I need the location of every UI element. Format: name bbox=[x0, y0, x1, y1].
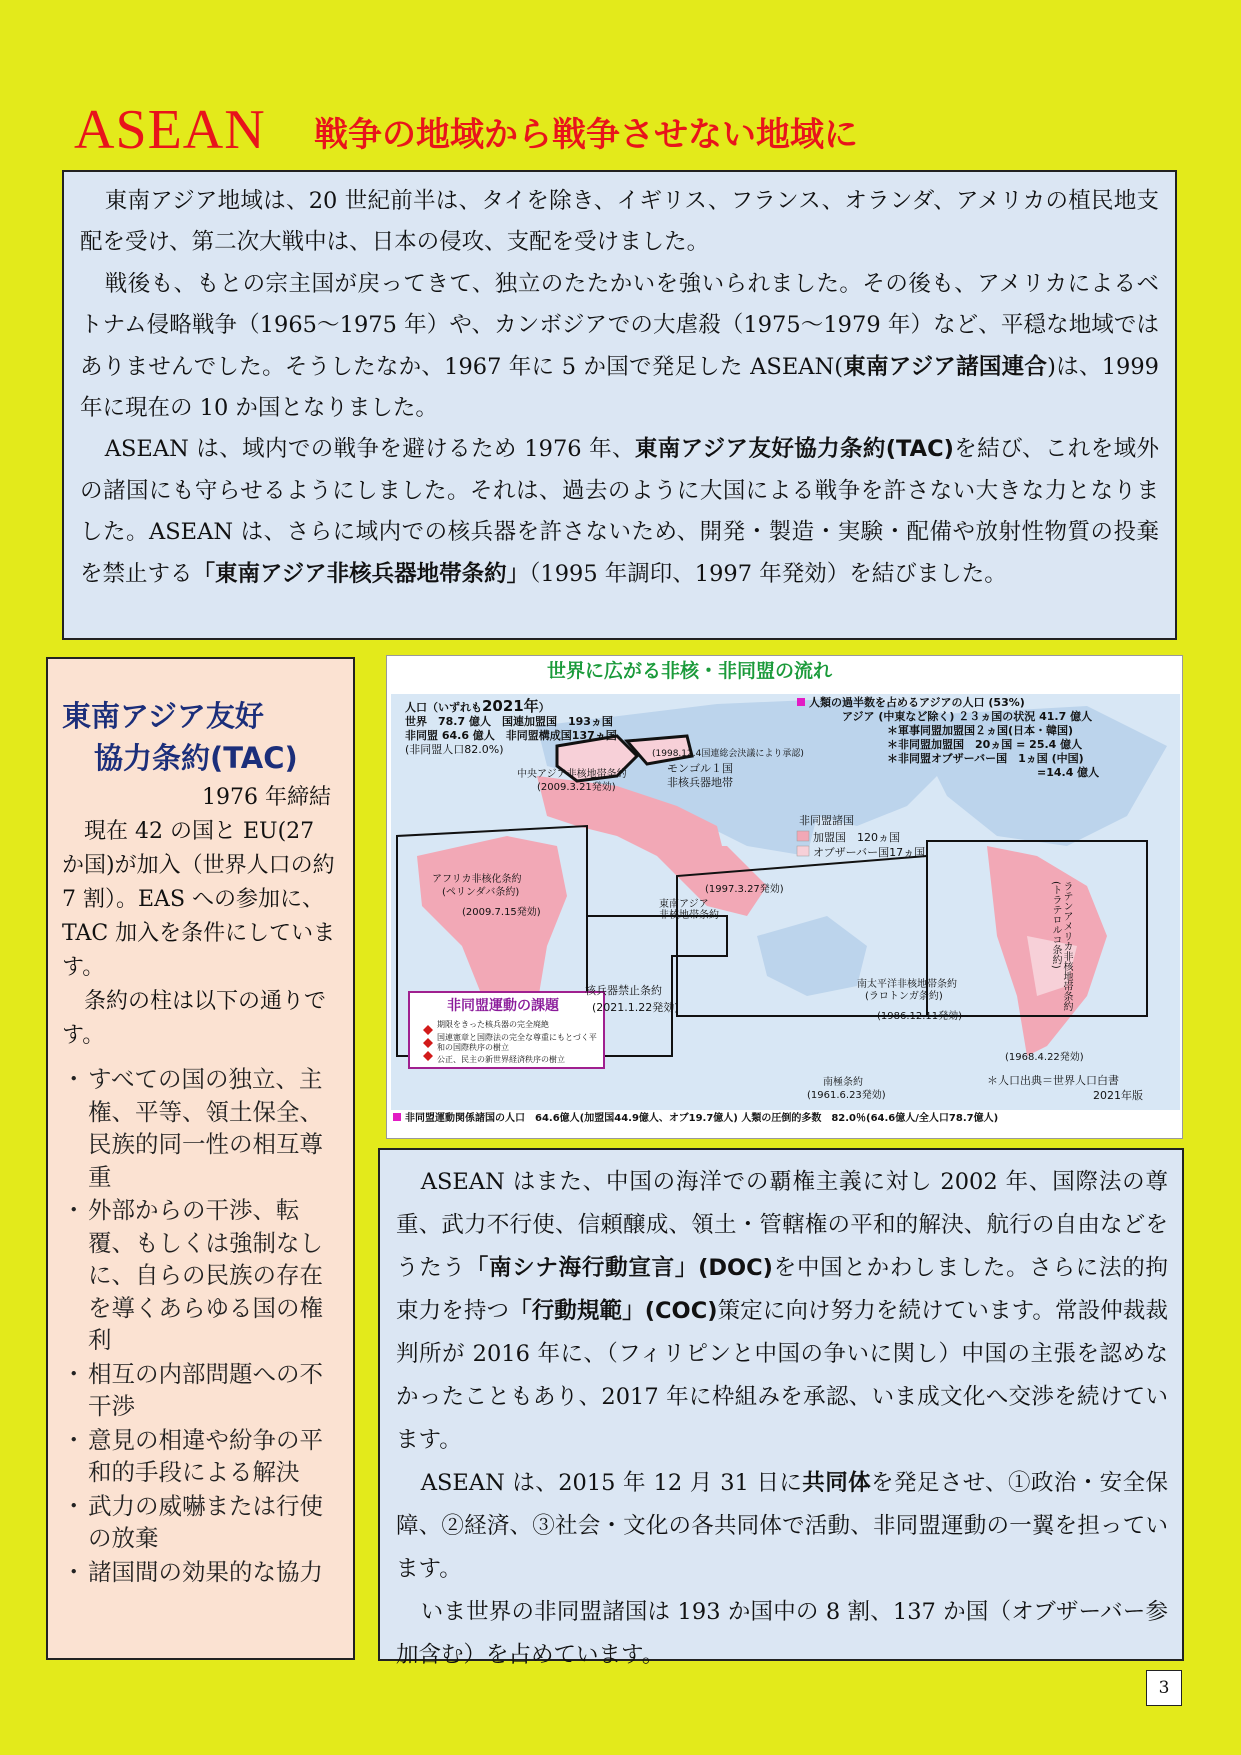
doc-name: 「南シナ海行動宣言」(DOC) bbox=[465, 1255, 773, 1281]
tac-pillars-list bbox=[62, 1063, 339, 1588]
tac-heading: 東南アジア友好 協力条約(TAC) bbox=[62, 699, 298, 775]
map-legend-observer: オブザーバー国17ヵ国 bbox=[813, 846, 926, 859]
list-item: ・ すべての国の独立、主権、平等、領土保全、民族的同一性の相互尊重 bbox=[62, 1063, 339, 1193]
intro-section bbox=[62, 170, 1177, 640]
map-source: ＊人口出典＝世界人口白書 bbox=[987, 1074, 1119, 1087]
map-latam-date: (1968.4.22発効) bbox=[1005, 1052, 1084, 1063]
asean-section bbox=[378, 1148, 1184, 1668]
map-asia-bullet-1: ＊軍事同盟加盟国２ヵ国(日本・韓国) bbox=[887, 724, 1074, 737]
tac-paragraph-2: 条約の柱は以下の通りです。 bbox=[62, 989, 327, 1048]
community-term: 共同体 bbox=[802, 1470, 872, 1496]
map-tpnw-date: (2021.1.22発効) bbox=[592, 1001, 679, 1014]
page-title-english: ASEAN bbox=[74, 99, 266, 161]
map-pacific: 南太平洋非核地帯条約 bbox=[857, 979, 957, 990]
page-title-japanese: 戦争の地域から戦争させない地域に bbox=[314, 115, 858, 155]
nam-issues-title: 非同盟運動の課題 bbox=[447, 998, 559, 1014]
map-africa-date: (2009.7.15発効) bbox=[462, 907, 541, 918]
list-item: ・ 諸国間の効果的な協力 bbox=[62, 1556, 339, 1589]
intro-paragraph-3: ASEAN は、域内での戦争を避けるため 1976 年、東南アジア友好協力条約(TAC)を結び、これを域外の諸国にも守らせるようにしました。それは、過去のように大国による戦争を許さない大きな力となりました。ASEAN は、さらに域内での核兵器を許さないため、開発・製造・実験・配備や放射性物質の投棄を禁止する「東南アジア非核兵器地帯条約」（1995 年調印、1997 年発効）を結びました。 bbox=[80, 436, 1159, 587]
map-sea-2: 非核地帯条約 bbox=[659, 910, 719, 921]
tac-date: 1976 年締結 bbox=[202, 785, 331, 810]
asean-paragraph-2: ASEAN は、2015 年 12 月 31 日に共同体を発足させ、①政治・安全保障、②経済、③社会・文化の各共同体で活動、非同盟運動の一翼を担っています。 bbox=[396, 1470, 1168, 1582]
tac-name: 東南アジア友好協力条約(TAC) bbox=[634, 436, 954, 463]
map-world-population: 世界 78.7 億人 国連加盟国 193ヵ国 bbox=[405, 715, 613, 728]
page-number: 3 bbox=[1146, 1670, 1182, 1706]
map-nam-percent: (非同盟人口82.0%) bbox=[405, 743, 504, 756]
map-mongolia: モンゴル１国 bbox=[667, 762, 733, 775]
nam-issue-item: 国連憲章と国際法の完全な尊重にもとづく平和の国際秩序の樹立 bbox=[437, 1033, 597, 1052]
map-nam-population: 非同盟 64.6 億人 非同盟構成国137ヵ国 bbox=[405, 729, 617, 742]
map-sea: 東南アジア bbox=[659, 899, 709, 910]
map-sea-date: (1997.3.27発効) bbox=[705, 884, 784, 895]
map-latam: ラテンアメリカ非核地帯条約 (トラテロルコ条約) bbox=[1050, 881, 1072, 1011]
map-population-label: 人口（いずれも2021年） bbox=[405, 697, 550, 715]
list-item: ・ 武力の威嚇または行使の放棄 bbox=[62, 1490, 339, 1555]
list-item: ・ 外部からの干渉、転覆、もしくは強制なしに、自らの民族の存在を導くあらゆる国の権利 bbox=[62, 1194, 339, 1357]
map-antarctic-date: (1961.6.23発効) bbox=[807, 1090, 886, 1101]
map-africa-2: (ペリンダバ条約) bbox=[442, 887, 520, 898]
seanwfz-name: 「東南アジア非核兵器地帯条約」 bbox=[192, 560, 530, 587]
nam-issue-item: 公正、民主の新世界経済秩序の樹立 bbox=[437, 1055, 565, 1064]
map-asia-line: アジア (中東など除く) ２３ヵ国の状況 41.7 億人 bbox=[842, 710, 1093, 723]
tac-sidebar bbox=[46, 657, 355, 1660]
nam-issue-item: 期限をきった核兵器の完全廃絶 bbox=[437, 1020, 549, 1029]
asean-paragraph-3: いま世界の非同盟諸国は 193 か国中の 8 割、137 か国（オブザーバー参加含む）を占めています。 bbox=[396, 1599, 1168, 1668]
map-asia-heading: 人類の過半数を占めるアジアの人口 (53%) bbox=[809, 696, 1025, 709]
asean-paragraph-1: ASEAN はまた、中国の海洋での覇権主義に対し 2002 年、国際法の尊重、武力不行使、信頼醸成、領土・管轄権の平和的解決、航行の自由などをうたう「南シナ海行動宣言」(DOC)を中国とかわしました。さらに法的拘束力を持つ「行動規範」(COC)策定に向け努力を続けています。常設仲裁裁判所が 2016 年に、（フィリピンと中国の争いに関し）中国の主張を認めなかったこともあり、2017 年に枠組みを承認、いま成文化へ交渉を続けています。 bbox=[396, 1169, 1168, 1453]
map-asia-bullet-2: ＊非同盟加盟国 20ヵ国 = 25.4 億人 bbox=[887, 738, 1083, 751]
map-central-asia: 中央アジア非核地帯条約 bbox=[517, 769, 627, 780]
map-pacific-date: (1986.12.11発効) bbox=[877, 1011, 963, 1022]
map-mongolia-date: (1998.12.4国連総会決議により承認) bbox=[652, 749, 804, 759]
world-map-figure bbox=[386, 655, 1183, 1139]
map-antarctic: 南極条約 bbox=[823, 1077, 863, 1088]
map-legend-title: 非同盟諸国 bbox=[799, 814, 854, 827]
map-source-year: 2021年版 bbox=[1093, 1089, 1143, 1102]
map-title: 世界に広がる非核・非同盟の流れ bbox=[547, 660, 833, 682]
map-pacific-2: (ラロトンガ条約) bbox=[865, 991, 943, 1002]
map-footer: 非同盟運動関係諸国の人口 64.6億人(加盟国44.9億人、オブ19.7億人) 人類の圧倒的多数 82.0％(64.6億人/全人口78.7億人) bbox=[405, 1113, 999, 1124]
map-mongolia-2: 非核兵器地帯 bbox=[667, 776, 733, 789]
coc-name: 「行動規範」(COC) bbox=[509, 1298, 718, 1324]
map-central-asia-date: (2009.3.21発効) bbox=[537, 782, 616, 793]
map-asia-bullet-4: =14.4 億人 bbox=[1037, 766, 1100, 779]
tac-paragraph-1: 現在 42 の国と EU(27 か国)が加入（世界人口の約 7 割）。EAS への参加に、TAC 加入を条件にしています。 bbox=[62, 819, 336, 980]
map-legend-member: 加盟国 120ヵ国 bbox=[813, 831, 900, 844]
map-asia-bullet-3: ＊非同盟オブザーバー国 1ヵ国 (中国) bbox=[887, 752, 1084, 765]
list-item: ・ 意見の相違や紛争の平和的手段による解決 bbox=[62, 1424, 339, 1489]
map-africa: アフリカ非核化条約 bbox=[432, 874, 522, 885]
intro-paragraph-2: 戦後も、もとの宗主国が戻ってきて、独立のたたかいを強いられました。その後も、アメリカによるベトナム侵略戦争（1965～1975 年）や、カンボジアでの大虐殺（1975～1979 年）など、平穏な地域ではありませんでした。そうしたなか、1967 年に 5 か国で発足した ASEAN(東南アジア諸国連合)は、1999 年に現在の 10 か国となりました。 bbox=[80, 270, 1159, 422]
list-item: ・ 相互の内部問題への不干渉 bbox=[62, 1358, 339, 1423]
intro-paragraph-1: 東南アジア地域は、20 世紀前半は、タイを除き、イギリス、フランス、オランダ、アメリカの植民地支配を受け、第二次大戦中は、日本の侵攻、支配を受けました。 bbox=[80, 188, 1159, 256]
asean-fullname: 東南アジア諸国連合 bbox=[842, 353, 1048, 380]
map-tpnw: 核兵器禁止条約 bbox=[585, 984, 662, 997]
